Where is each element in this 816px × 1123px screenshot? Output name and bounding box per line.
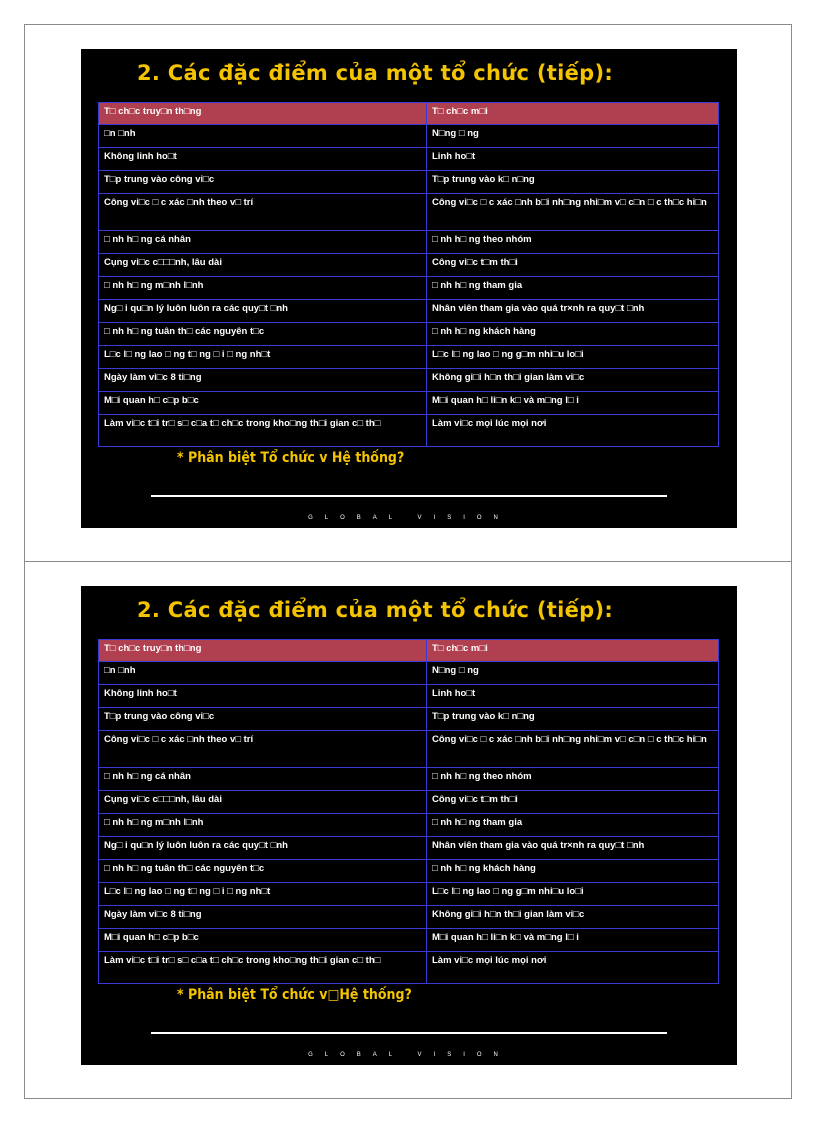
cell-traditional: □ nh h□ ng tuân th□ các nguyên t□c [99, 323, 427, 346]
cell-new: N□ng □ ng [427, 125, 719, 148]
cell-traditional: □n □nh [99, 662, 427, 685]
cell-new: □ nh h□ ng khách hàng [427, 323, 719, 346]
cell-new: Làm vi□c mọi lúc mọi nơi [427, 415, 719, 447]
table-row [99, 125, 719, 148]
table-row [99, 415, 719, 447]
table-row [99, 148, 719, 171]
slide-1 [81, 49, 737, 528]
cell-new: Nhân viên tham gia vào quá tr×nh ra quy□t □nh [427, 837, 719, 860]
cell-new: Linh ho□t [427, 685, 719, 708]
cell-new: T□p trung vào k□ n□ng [427, 171, 719, 194]
cell-traditional: L□c l□ ng lao □ ng t□ ng □ i □ ng nh□t [99, 346, 427, 369]
cell-traditional: Ng□ i qu□n lý luôn luôn ra các quy□t □nh [99, 300, 427, 323]
table-row [99, 685, 719, 708]
table-row [99, 837, 719, 860]
cell-traditional: M□i quan h□ c□p b□c [99, 392, 427, 415]
cell-new: M□i quan h□ li□n k□ và m□ng l□ i [427, 929, 719, 952]
header-traditional: T□ ch□c truy□n th□ng [99, 103, 427, 125]
question-note: * Phân biệt Tổ chức v□Hệ thống? [177, 987, 412, 1003]
cell-new: □ nh h□ ng theo nhóm [427, 768, 719, 791]
cell-traditional: Làm vi□c t□i tr□ s□ c□a t□ ch□c trong kho□ng th□i gian c□ th□ [99, 952, 427, 984]
cell-traditional: Không linh ho□t [99, 148, 427, 171]
cell-traditional: L□c l□ ng lao □ ng t□ ng □ i □ ng nh□t [99, 883, 427, 906]
table-row [99, 392, 719, 415]
footer-brand: GLOBAL VISION [308, 515, 510, 521]
footer-divider [151, 495, 667, 497]
cell-new: Linh ho□t [427, 148, 719, 171]
table-row [99, 300, 719, 323]
cell-new: Công vi□c □ c xác □nh b□i nh□ng nhi□m v□ c□n □ c th□c hi□n [427, 731, 719, 768]
comparison-table [98, 639, 719, 984]
cell-traditional: Cụng vi□c c□□□nh, lâu dài [99, 791, 427, 814]
cell-traditional: Ngày làm vi□c 8 ti□ng [99, 906, 427, 929]
cell-new: □ nh h□ ng tham gia [427, 277, 719, 300]
cell-new: T□p trung vào k□ n□ng [427, 708, 719, 731]
table-row [99, 254, 719, 277]
cell-new: Không gi□i h□n th□i gian làm vi□c [427, 906, 719, 929]
cell-traditional: Ngày làm vi□c 8 ti□ng [99, 369, 427, 392]
table-row [99, 883, 719, 906]
table-row [99, 929, 719, 952]
cell-traditional: □ nh h□ ng tuân th□ các nguyên t□c [99, 860, 427, 883]
table-row [99, 860, 719, 883]
cell-traditional: T□p trung vào công vi□c [99, 171, 427, 194]
cell-traditional: Công vi□c □ c xác □nh theo v□ trí [99, 194, 427, 231]
slide-title: 2. Các đặc điểm của một tổ chức (tiếp): [137, 61, 614, 85]
table-row [99, 231, 719, 254]
cell-new: Công vi□c □ c xác □nh b□i nh□ng nhi□m v□ c□n □ c th□c hi□n [427, 194, 719, 231]
cell-new: L□c l□ ng lao □ ng g□m nhi□u lo□i [427, 346, 719, 369]
table-row [99, 768, 719, 791]
slide-2 [81, 586, 737, 1065]
table-row [99, 323, 719, 346]
cell-traditional: Công vi□c □ c xác □nh theo v□ trí [99, 731, 427, 768]
cell-new: Công vi□c t□m th□i [427, 791, 719, 814]
footer-divider [151, 1032, 667, 1034]
table-row [99, 171, 719, 194]
cell-new: Nhân viên tham gia vào quá tr×nh ra quy□t □nh [427, 300, 719, 323]
comparison-table [98, 102, 719, 447]
cell-traditional: Làm vi□c t□i tr□ s□ c□a t□ ch□c trong kho□ng th□i gian c□ th□ [99, 415, 427, 447]
cell-new: □ nh h□ ng theo nhóm [427, 231, 719, 254]
table-row [99, 194, 719, 231]
table-row [99, 662, 719, 685]
slide-frame-1 [24, 24, 792, 562]
cell-new: Công vi□c t□m th□i [427, 254, 719, 277]
table-row [99, 731, 719, 768]
question-note: * Phân biệt Tổ chức v Hệ thống? [177, 450, 405, 466]
table-row [99, 369, 719, 392]
cell-new: □ nh h□ ng khách hàng [427, 860, 719, 883]
cell-traditional: □ nh h□ ng m□nh l□nh [99, 814, 427, 837]
table-header-row [99, 103, 719, 125]
cell-traditional: □ nh h□ ng cá nhân [99, 231, 427, 254]
header-new: T□ ch□c m□i [427, 640, 719, 662]
cell-traditional: T□p trung vào công vi□c [99, 708, 427, 731]
cell-new: L□c l□ ng lao □ ng g□m nhi□u lo□i [427, 883, 719, 906]
slide-frame-2 [24, 561, 792, 1099]
table-row [99, 791, 719, 814]
cell-new: □ nh h□ ng tham gia [427, 814, 719, 837]
cell-new: N□ng □ ng [427, 662, 719, 685]
table-row [99, 277, 719, 300]
cell-traditional: Cụng vi□c c□□□nh, lâu dài [99, 254, 427, 277]
table-header-row [99, 640, 719, 662]
cell-traditional: Không linh ho□t [99, 685, 427, 708]
table-row [99, 952, 719, 984]
cell-traditional: Ng□ i qu□n lý luôn luôn ra các quy□t □nh [99, 837, 427, 860]
footer-brand: GLOBAL VISION [308, 1052, 510, 1058]
cell-traditional: □n □nh [99, 125, 427, 148]
table-row [99, 906, 719, 929]
slide-title: 2. Các đặc điểm của một tổ chức (tiếp): [137, 598, 614, 622]
table-row [99, 346, 719, 369]
cell-new: M□i quan h□ li□n k□ và m□ng l□ i [427, 392, 719, 415]
cell-new: Làm vi□c mọi lúc mọi nơi [427, 952, 719, 984]
header-new: T□ ch□c m□i [427, 103, 719, 125]
table-row [99, 708, 719, 731]
cell-traditional: □ nh h□ ng m□nh l□nh [99, 277, 427, 300]
header-traditional: T□ ch□c truy□n th□ng [99, 640, 427, 662]
cell-traditional: M□i quan h□ c□p b□c [99, 929, 427, 952]
cell-new: Không gi□i h□n th□i gian làm vi□c [427, 369, 719, 392]
table-row [99, 814, 719, 837]
cell-traditional: □ nh h□ ng cá nhân [99, 768, 427, 791]
